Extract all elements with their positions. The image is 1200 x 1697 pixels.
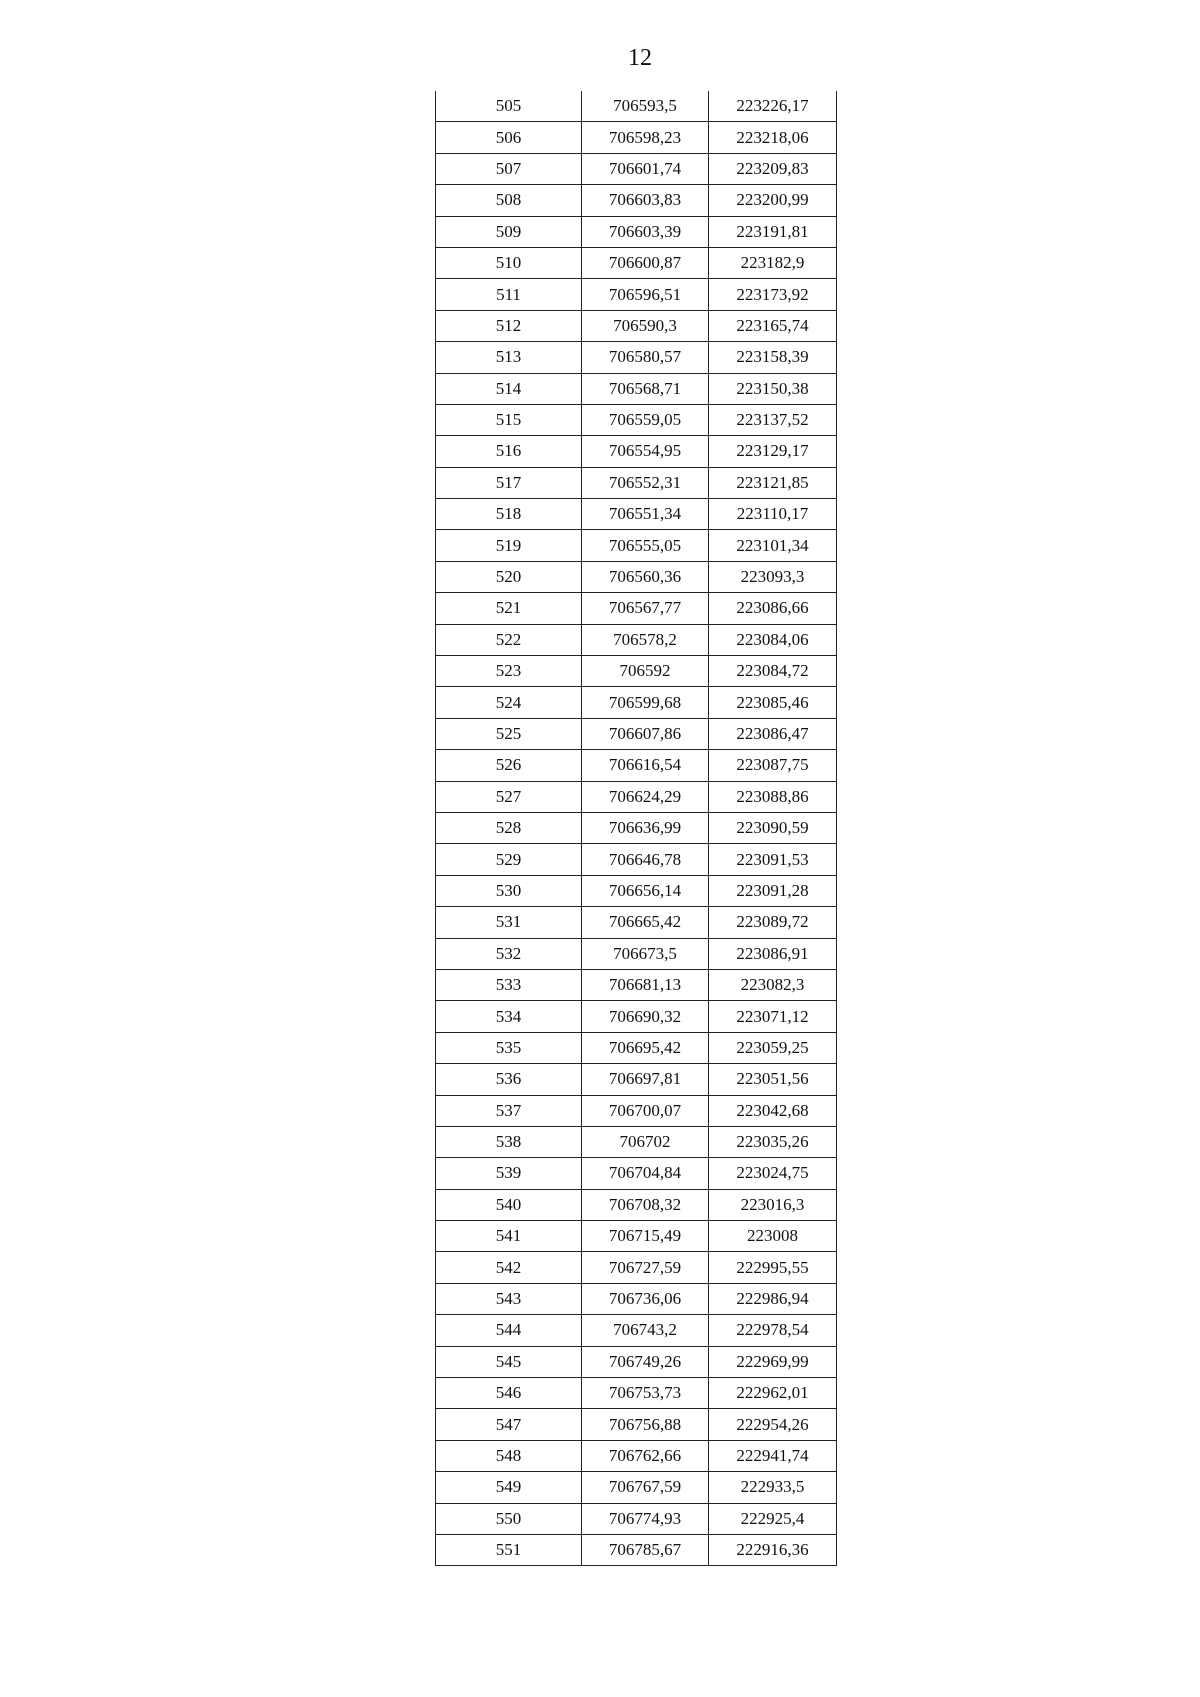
table-row	[436, 1283, 837, 1314]
x-coordinate-cell: 706599,68	[582, 687, 709, 718]
table-row	[436, 91, 837, 122]
y-coordinate-cell: 223218,06	[709, 122, 837, 153]
point-number-cell: 505	[436, 91, 582, 122]
point-number-cell: 551	[436, 1534, 582, 1565]
x-coordinate-cell: 706603,39	[582, 216, 709, 247]
y-coordinate-cell: 223016,3	[709, 1189, 837, 1220]
point-number-cell: 538	[436, 1126, 582, 1157]
x-coordinate-cell: 706756,88	[582, 1409, 709, 1440]
point-number-cell: 526	[436, 750, 582, 781]
y-coordinate-cell: 223165,74	[709, 310, 837, 341]
point-number-cell: 518	[436, 499, 582, 530]
x-coordinate-cell: 706578,2	[582, 624, 709, 655]
point-number-cell: 548	[436, 1440, 582, 1471]
point-number-cell: 549	[436, 1472, 582, 1503]
point-number-cell: 545	[436, 1346, 582, 1377]
table-row	[436, 530, 837, 561]
table-row	[436, 310, 837, 341]
y-coordinate-cell: 223173,92	[709, 279, 837, 310]
table-row	[436, 185, 837, 216]
y-coordinate-cell: 223091,28	[709, 875, 837, 906]
point-number-cell: 539	[436, 1158, 582, 1189]
point-number-cell: 534	[436, 1001, 582, 1032]
point-number-cell: 543	[436, 1283, 582, 1314]
x-coordinate-cell: 706603,83	[582, 185, 709, 216]
table-row	[436, 1001, 837, 1032]
page-number: 12	[628, 45, 652, 71]
x-coordinate-cell: 706681,13	[582, 969, 709, 1000]
y-coordinate-cell: 223082,3	[709, 969, 837, 1000]
y-coordinate-cell: 223090,59	[709, 812, 837, 843]
x-coordinate-cell: 706607,86	[582, 718, 709, 749]
table-row	[436, 1032, 837, 1063]
y-coordinate-cell: 222962,01	[709, 1378, 837, 1409]
point-number-cell: 536	[436, 1064, 582, 1095]
x-coordinate-cell: 706785,67	[582, 1534, 709, 1565]
x-coordinate-cell: 706601,74	[582, 153, 709, 184]
table-row	[436, 875, 837, 906]
y-coordinate-cell: 223191,81	[709, 216, 837, 247]
point-number-cell: 530	[436, 875, 582, 906]
x-coordinate-cell: 706715,49	[582, 1221, 709, 1252]
table-row	[436, 781, 837, 812]
x-coordinate-cell: 706700,07	[582, 1095, 709, 1126]
y-coordinate-cell: 223024,75	[709, 1158, 837, 1189]
y-coordinate-cell: 223071,12	[709, 1001, 837, 1032]
y-coordinate-cell: 223129,17	[709, 436, 837, 467]
point-number-cell: 507	[436, 153, 582, 184]
y-coordinate-cell: 223042,68	[709, 1095, 837, 1126]
point-number-cell: 517	[436, 467, 582, 498]
x-coordinate-cell: 706551,34	[582, 499, 709, 530]
y-coordinate-cell: 222925,4	[709, 1503, 837, 1534]
y-coordinate-cell: 223086,91	[709, 938, 837, 969]
y-coordinate-cell: 223110,17	[709, 499, 837, 530]
y-coordinate-cell: 223158,39	[709, 342, 837, 373]
table-row	[436, 844, 837, 875]
y-coordinate-cell: 223084,06	[709, 624, 837, 655]
y-coordinate-cell: 222916,36	[709, 1534, 837, 1565]
y-coordinate-cell: 223093,3	[709, 561, 837, 592]
y-coordinate-cell: 223088,86	[709, 781, 837, 812]
table-row	[436, 656, 837, 687]
x-coordinate-cell: 706708,32	[582, 1189, 709, 1220]
point-number-cell: 523	[436, 656, 582, 687]
table-row	[436, 153, 837, 184]
y-coordinate-cell: 223087,75	[709, 750, 837, 781]
table-row	[436, 1503, 837, 1534]
point-number-cell: 542	[436, 1252, 582, 1283]
x-coordinate-cell: 706560,36	[582, 561, 709, 592]
y-coordinate-cell: 223008	[709, 1221, 837, 1252]
point-number-cell: 533	[436, 969, 582, 1000]
x-coordinate-cell: 706559,05	[582, 404, 709, 435]
table-row	[436, 342, 837, 373]
table-row	[436, 718, 837, 749]
x-coordinate-cell: 706600,87	[582, 247, 709, 278]
x-coordinate-cell: 706646,78	[582, 844, 709, 875]
table-row	[436, 467, 837, 498]
point-number-cell: 519	[436, 530, 582, 561]
point-number-cell: 547	[436, 1409, 582, 1440]
point-number-cell: 532	[436, 938, 582, 969]
y-coordinate-cell: 223089,72	[709, 907, 837, 938]
x-coordinate-cell: 706616,54	[582, 750, 709, 781]
point-number-cell: 528	[436, 812, 582, 843]
table-row	[436, 1440, 837, 1471]
y-coordinate-cell: 223091,53	[709, 844, 837, 875]
point-number-cell: 535	[436, 1032, 582, 1063]
x-coordinate-cell: 706593,5	[582, 91, 709, 122]
x-coordinate-cell: 706592	[582, 656, 709, 687]
x-coordinate-cell: 706568,71	[582, 373, 709, 404]
y-coordinate-cell: 223182,9	[709, 247, 837, 278]
x-coordinate-cell: 706762,66	[582, 1440, 709, 1471]
x-coordinate-cell: 706702	[582, 1126, 709, 1157]
table-row	[436, 561, 837, 592]
y-coordinate-cell: 222995,55	[709, 1252, 837, 1283]
table-row	[436, 938, 837, 969]
table-row	[436, 1189, 837, 1220]
x-coordinate-cell: 706736,06	[582, 1283, 709, 1314]
table-row	[436, 969, 837, 1000]
point-number-cell: 525	[436, 718, 582, 749]
x-coordinate-cell: 706665,42	[582, 907, 709, 938]
table-row	[436, 812, 837, 843]
y-coordinate-cell: 222954,26	[709, 1409, 837, 1440]
x-coordinate-cell: 706673,5	[582, 938, 709, 969]
point-number-cell: 510	[436, 247, 582, 278]
x-coordinate-cell: 706753,73	[582, 1378, 709, 1409]
table-row	[436, 1378, 837, 1409]
x-coordinate-cell: 706690,32	[582, 1001, 709, 1032]
point-number-cell: 512	[436, 310, 582, 341]
x-coordinate-cell: 706704,84	[582, 1158, 709, 1189]
y-coordinate-cell: 223084,72	[709, 656, 837, 687]
table-row	[436, 907, 837, 938]
y-coordinate-cell: 222969,99	[709, 1346, 837, 1377]
point-number-cell: 522	[436, 624, 582, 655]
table-row	[436, 1472, 837, 1503]
coordinates-table	[435, 91, 837, 1566]
point-number-cell: 546	[436, 1378, 582, 1409]
x-coordinate-cell: 706598,23	[582, 122, 709, 153]
point-number-cell: 521	[436, 593, 582, 624]
table-row	[436, 373, 837, 404]
y-coordinate-cell: 223101,34	[709, 530, 837, 561]
y-coordinate-cell: 222933,5	[709, 1472, 837, 1503]
y-coordinate-cell: 223200,99	[709, 185, 837, 216]
y-coordinate-cell: 223226,17	[709, 91, 837, 122]
table-row	[436, 750, 837, 781]
table-row	[436, 1126, 837, 1157]
x-coordinate-cell: 706590,3	[582, 310, 709, 341]
x-coordinate-cell: 706749,26	[582, 1346, 709, 1377]
table-row	[436, 687, 837, 718]
point-number-cell: 511	[436, 279, 582, 310]
y-coordinate-cell: 222986,94	[709, 1283, 837, 1314]
point-number-cell: 508	[436, 185, 582, 216]
y-coordinate-cell: 222978,54	[709, 1315, 837, 1346]
table-row	[436, 1064, 837, 1095]
table-row	[436, 1221, 837, 1252]
x-coordinate-cell: 706555,05	[582, 530, 709, 561]
x-coordinate-cell: 706743,2	[582, 1315, 709, 1346]
point-number-cell: 515	[436, 404, 582, 435]
point-number-cell: 527	[436, 781, 582, 812]
table-row	[436, 1534, 837, 1565]
point-number-cell: 516	[436, 436, 582, 467]
table-row	[436, 1252, 837, 1283]
x-coordinate-cell: 706767,59	[582, 1472, 709, 1503]
x-coordinate-cell: 706727,59	[582, 1252, 709, 1283]
x-coordinate-cell: 706656,14	[582, 875, 709, 906]
point-number-cell: 537	[436, 1095, 582, 1126]
x-coordinate-cell: 706580,57	[582, 342, 709, 373]
y-coordinate-cell: 223035,26	[709, 1126, 837, 1157]
point-number-cell: 531	[436, 907, 582, 938]
table-row	[436, 247, 837, 278]
point-number-cell: 506	[436, 122, 582, 153]
table-row	[436, 624, 837, 655]
y-coordinate-cell: 223059,25	[709, 1032, 837, 1063]
point-number-cell: 514	[436, 373, 582, 404]
x-coordinate-cell: 706552,31	[582, 467, 709, 498]
point-number-cell: 541	[436, 1221, 582, 1252]
y-coordinate-cell: 223085,46	[709, 687, 837, 718]
table-row	[436, 216, 837, 247]
point-number-cell: 513	[436, 342, 582, 373]
table-row	[436, 404, 837, 435]
point-number-cell: 540	[436, 1189, 582, 1220]
point-number-cell: 524	[436, 687, 582, 718]
table-row	[436, 436, 837, 467]
y-coordinate-cell: 223086,66	[709, 593, 837, 624]
coordinates-table-body	[436, 91, 837, 1566]
table-row	[436, 122, 837, 153]
table-row	[436, 593, 837, 624]
x-coordinate-cell: 706567,77	[582, 593, 709, 624]
table-row	[436, 1409, 837, 1440]
y-coordinate-cell: 223137,52	[709, 404, 837, 435]
table-row	[436, 279, 837, 310]
y-coordinate-cell: 223051,56	[709, 1064, 837, 1095]
y-coordinate-cell: 223150,38	[709, 373, 837, 404]
point-number-cell: 529	[436, 844, 582, 875]
table-row	[436, 1095, 837, 1126]
y-coordinate-cell: 222941,74	[709, 1440, 837, 1471]
x-coordinate-cell: 706636,99	[582, 812, 709, 843]
y-coordinate-cell: 223086,47	[709, 718, 837, 749]
table-row	[436, 1315, 837, 1346]
table-row	[436, 1346, 837, 1377]
table-row	[436, 1158, 837, 1189]
table-row	[436, 499, 837, 530]
y-coordinate-cell: 223209,83	[709, 153, 837, 184]
point-number-cell: 509	[436, 216, 582, 247]
x-coordinate-cell: 706596,51	[582, 279, 709, 310]
y-coordinate-cell: 223121,85	[709, 467, 837, 498]
x-coordinate-cell: 706774,93	[582, 1503, 709, 1534]
point-number-cell: 550	[436, 1503, 582, 1534]
x-coordinate-cell: 706554,95	[582, 436, 709, 467]
point-number-cell: 544	[436, 1315, 582, 1346]
x-coordinate-cell: 706624,29	[582, 781, 709, 812]
x-coordinate-cell: 706697,81	[582, 1064, 709, 1095]
point-number-cell: 520	[436, 561, 582, 592]
x-coordinate-cell: 706695,42	[582, 1032, 709, 1063]
